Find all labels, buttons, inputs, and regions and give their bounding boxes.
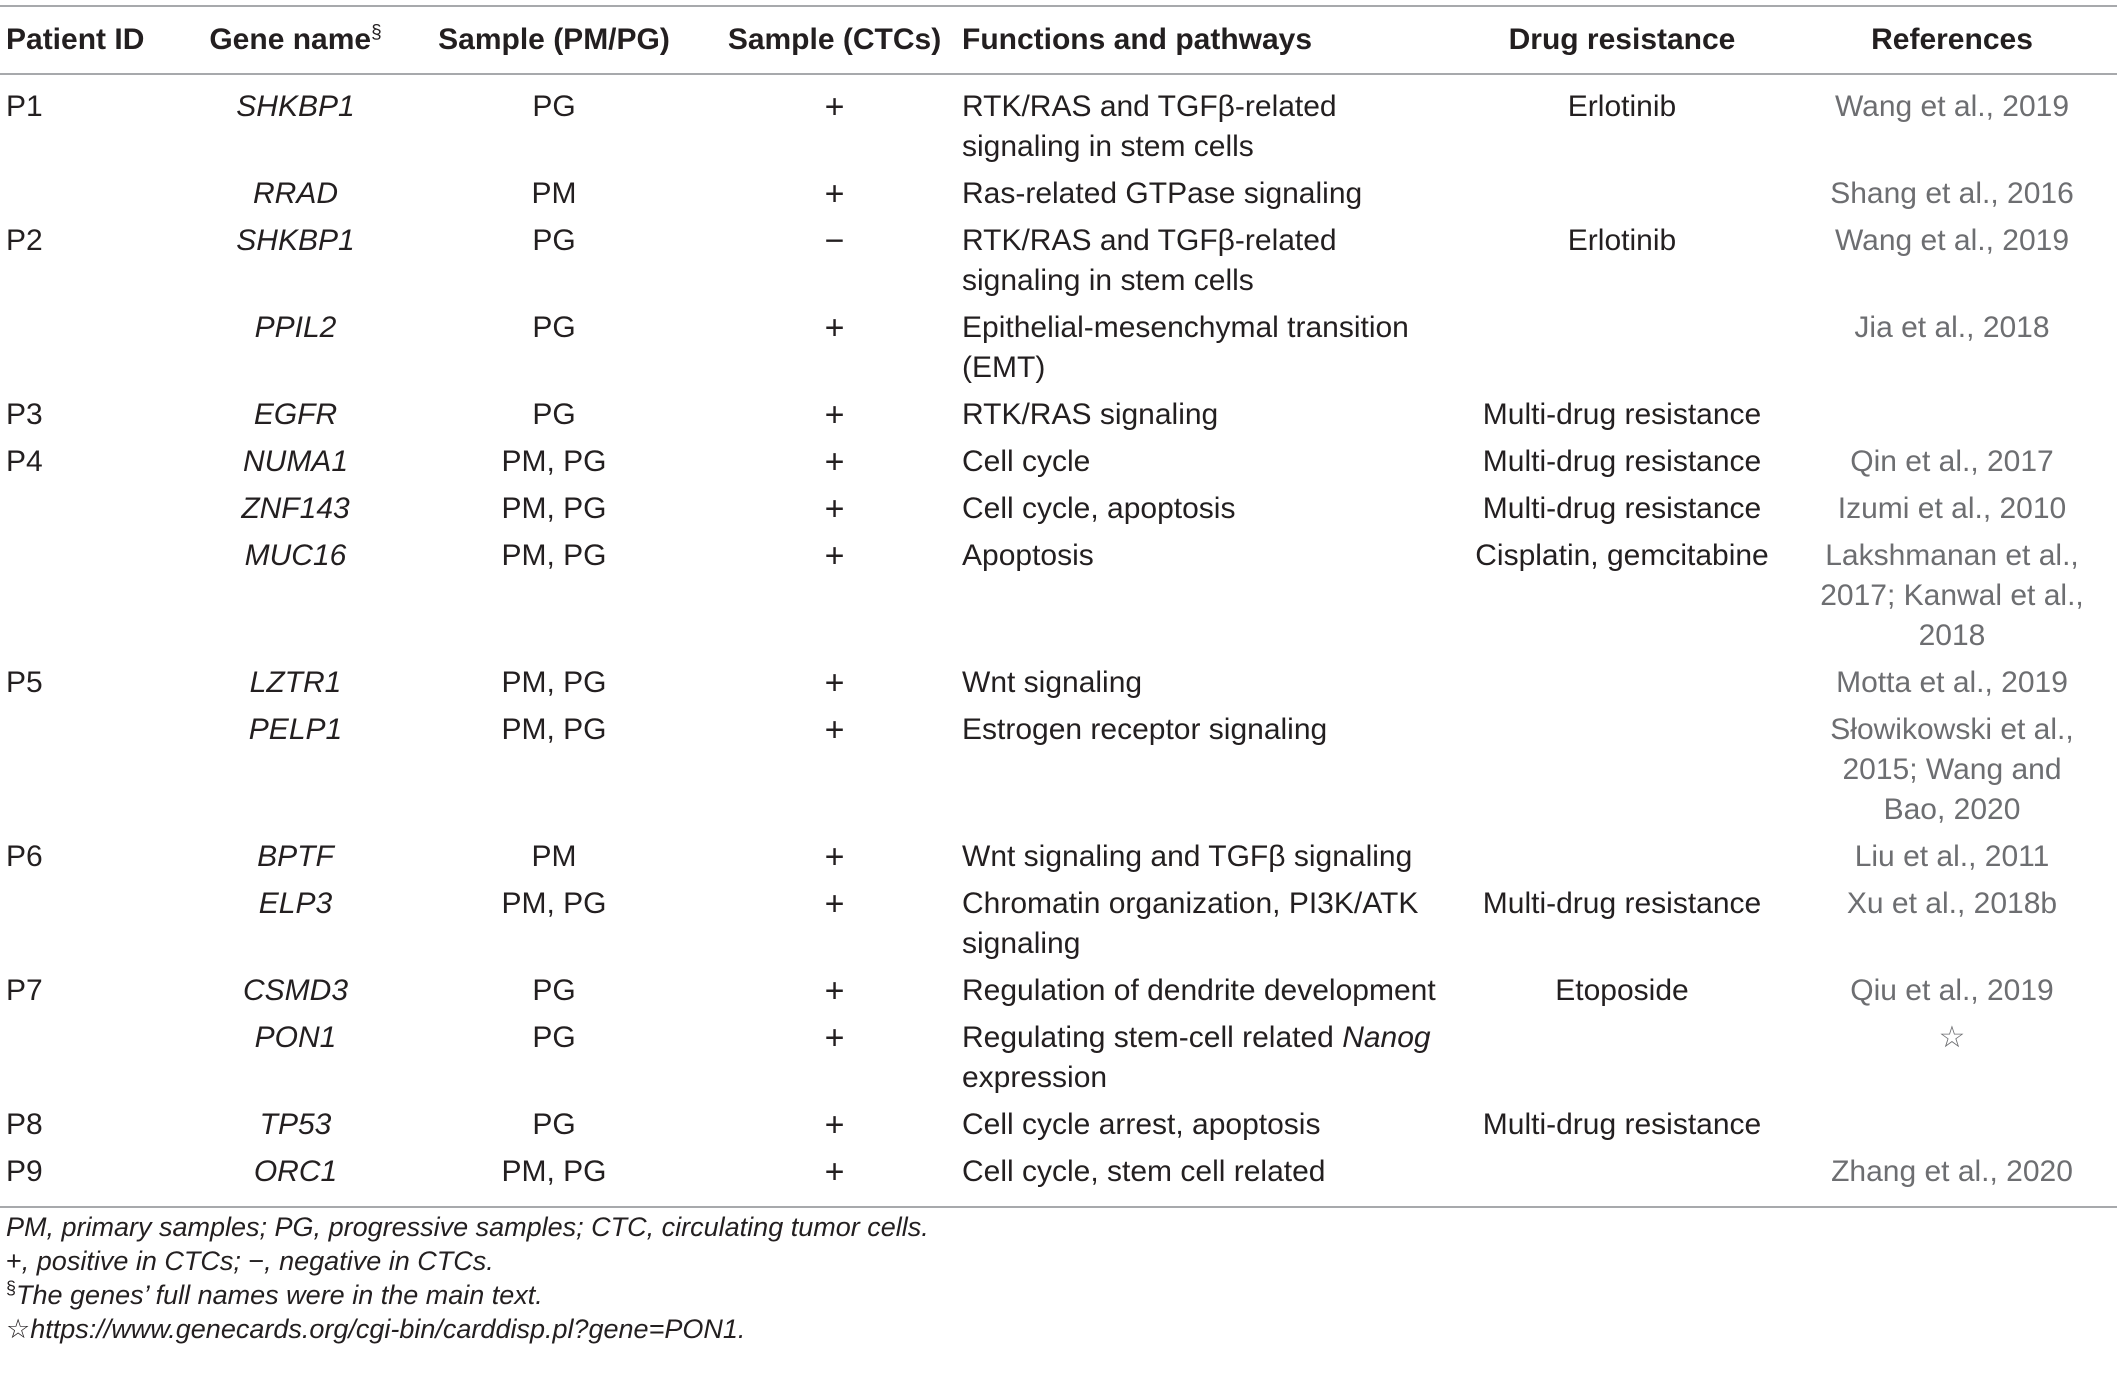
cell-sample-pm-pg: PG <box>532 311 576 344</box>
cell-drug-resistance: Erlotinib <box>1567 224 1677 257</box>
table-row <box>0 529 2117 656</box>
table-row <box>0 167 2117 214</box>
cell-reference[interactable]: ☆ <box>1938 1021 1966 1054</box>
cell-function: RTK/RAS and TGFβ-related signaling in stem cells <box>962 224 1337 297</box>
cell-function: RTK/RAS signaling <box>962 398 1219 431</box>
cell-sample-pm-pg: PG <box>532 224 576 257</box>
cell-drug-resistance <box>1457 167 1787 214</box>
footnote-section-mark: § <box>6 1278 17 1298</box>
cell-function: Wnt signaling and TGFβ signaling <box>962 840 1413 873</box>
cell-gene-name: NUMA1 <box>242 445 348 478</box>
table-row <box>0 1098 2117 1145</box>
cell-sample-ctcs: + <box>824 1019 845 1057</box>
cell-sample-pm-pg: PM, PG <box>501 445 607 478</box>
header-gene-name <box>196 6 395 74</box>
cell-gene-name: PPIL2 <box>254 311 337 344</box>
cell-drug-resistance <box>1457 301 1787 388</box>
cell-drug-resistance: Multi-drug resistance <box>1482 492 1762 525</box>
footnote-signs-text-2: , negative in CTCs. <box>264 1246 494 1276</box>
cell-gene-name: ORC1 <box>196 1145 395 1207</box>
header-references: References <box>1787 6 2117 74</box>
cell-function: Apoptosis <box>962 539 1094 572</box>
cell-patient-id <box>0 877 196 964</box>
cell-gene-name: BPTF <box>257 840 334 873</box>
header-sample-pm-pg: Sample (PM/PG) <box>395 6 713 74</box>
cell-sample-pm-pg: PG <box>532 974 576 1007</box>
table-row <box>0 435 2117 482</box>
cell-sample-ctcs: + <box>824 885 845 923</box>
cell-reference[interactable]: Qiu et al., 2019 <box>1850 974 2054 1007</box>
cell-patient-id: P5 <box>6 666 43 699</box>
table-row <box>0 214 2117 301</box>
cell-reference <box>1787 1098 2117 1145</box>
cell-patient-id: P6 <box>6 840 43 873</box>
cell-gene-name: EGFR <box>253 398 338 431</box>
gene-table <box>0 5 2117 1208</box>
table-row <box>0 482 2117 529</box>
cell-patient-id <box>0 482 196 529</box>
cell-function: Cell cycle, apoptosis <box>962 492 1236 525</box>
footnote-abbreviations: PM, primary samples; PG, progressive samples; CTC, circulating tumor cells. <box>6 1212 929 1242</box>
cell-gene-name: TP53 <box>259 1108 332 1141</box>
cell-reference[interactable]: Jia et al., 2018 <box>1854 311 2050 344</box>
cell-sample-ctcs: + <box>824 664 845 702</box>
cell-drug-resistance: Multi-drug resistance <box>1482 1108 1762 1141</box>
footnote-section-text: The genes’ full names were in the main text. <box>16 1280 543 1310</box>
cell-drug-resistance <box>1457 703 1787 830</box>
cell-sample-pm-pg: PM <box>531 177 577 210</box>
cell-sample-pm-pg: PM, PG <box>395 1145 713 1207</box>
cell-function: Regulating stem-cell related Nanog expression <box>962 1021 1431 1094</box>
cell-sample-pm-pg: PG <box>532 90 576 123</box>
cell-sample-ctcs: + <box>824 309 845 347</box>
cell-gene-name: PELP1 <box>248 713 343 746</box>
cell-patient-id <box>0 301 196 388</box>
cell-drug-resistance <box>1457 830 1787 877</box>
cell-gene-name: RRAD <box>252 177 338 210</box>
header-drug-resistance: Drug resistance <box>1457 6 1787 74</box>
cell-reference[interactable]: Zhang et al., 2020 <box>1787 1145 2117 1207</box>
cell-function: Regulation of dendrite development <box>962 974 1436 1007</box>
cell-function: RTK/RAS and TGFβ-related signaling in stem cells <box>962 90 1337 163</box>
cell-sample-pm-pg: PM, PG <box>501 492 607 525</box>
cell-sample-ctcs: + <box>824 396 845 434</box>
cell-sample-ctcs: − <box>824 222 845 260</box>
cell-function: Cell cycle, stem cell related <box>956 1145 1457 1207</box>
cell-function: Epithelial-mesenchymal transition (EMT) <box>962 311 1409 384</box>
cell-patient-id: P1 <box>6 90 43 123</box>
cell-sample-ctcs: + <box>824 1106 845 1144</box>
header-gene-name-text: Gene name <box>209 23 372 56</box>
cell-gene-name: ZNF143 <box>241 492 350 525</box>
cell-gene-name: SHKBP1 <box>236 224 355 257</box>
cell-reference[interactable]: Qin et al., 2017 <box>1850 445 2054 478</box>
cell-patient-id: P9 <box>0 1145 196 1207</box>
cell-gene-name: ELP3 <box>258 887 333 920</box>
cell-sample-pm-pg: PM, PG <box>501 887 607 920</box>
footnote-minus-sign: − <box>248 1246 265 1276</box>
table-body <box>0 74 2117 1207</box>
table-row <box>0 656 2117 703</box>
cell-reference[interactable]: Słowikowski et al., 2015; Wang and Bao, 2020 <box>1830 713 2074 826</box>
cell-reference[interactable]: Wang et al., 2019 <box>1834 90 2070 123</box>
cell-drug-resistance: Multi-drug resistance <box>1482 445 1762 478</box>
cell-function: Ras-related GTPase signaling <box>962 177 1363 210</box>
footnote-signs-text-1: , positive in CTCs; <box>21 1246 249 1276</box>
cell-reference[interactable]: Lakshmanan et al., 2017; Kanwal et al., 2018 <box>1820 539 2084 652</box>
cell-reference[interactable]: Wang et al., 2019 <box>1834 224 2070 257</box>
cell-gene-name: PON1 <box>254 1021 337 1054</box>
cell-patient-id: P7 <box>6 974 43 1007</box>
table-row <box>0 1011 2117 1098</box>
cell-sample-pm-pg: PG <box>532 1021 576 1054</box>
cell-patient-id: P4 <box>6 445 43 478</box>
cell-sample-pm-pg: PM <box>531 840 577 873</box>
footnote-star <box>6 1312 929 1346</box>
cell-function: Cell cycle arrest, apoptosis <box>962 1108 1321 1141</box>
cell-sample-ctcs: + <box>713 1145 956 1207</box>
cell-function: Cell cycle <box>962 445 1091 478</box>
footnote-signs <box>6 1244 929 1278</box>
header-functions: Functions and pathways <box>956 6 1457 74</box>
cell-sample-ctcs: + <box>824 537 845 575</box>
header-sample-ctcs: Sample (CTCs) <box>713 6 956 74</box>
cell-reference[interactable]: Liu et al., 2011 <box>1854 840 2050 873</box>
cell-gene-name: LZTR1 <box>249 666 342 699</box>
cell-sample-ctcs: + <box>824 838 845 876</box>
cell-gene-name: MUC16 <box>244 539 347 572</box>
footnote-star-link[interactable]: https://www.genecards.org/cgi-bin/carddisp.pl?gene=PON1. <box>30 1314 746 1344</box>
cell-drug-resistance: Cisplatin, gemcitabine <box>1475 539 1769 572</box>
table-row <box>0 1145 2117 1207</box>
cell-reference <box>1787 388 2117 435</box>
cell-function: Estrogen receptor signaling <box>962 713 1328 746</box>
cell-sample-ctcs: + <box>824 175 845 213</box>
cell-patient-id: P8 <box>6 1108 43 1141</box>
header-patient-id: Patient ID <box>0 6 196 74</box>
cell-gene-name: SHKBP1 <box>236 90 355 123</box>
cell-reference[interactable]: Izumi et al., 2010 <box>1837 492 2067 525</box>
table-row <box>0 964 2117 1011</box>
cell-sample-pm-pg: PM, PG <box>501 539 607 572</box>
table-header-row <box>0 6 2117 74</box>
star-icon: ☆ <box>6 1314 31 1344</box>
cell-patient-id <box>0 167 196 214</box>
cell-drug-resistance: Multi-drug resistance <box>1482 398 1762 431</box>
cell-patient-id <box>0 703 196 830</box>
cell-reference[interactable]: Motta et al., 2019 <box>1836 666 2068 699</box>
table-row <box>0 877 2117 964</box>
cell-sample-pm-pg: PM, PG <box>501 713 607 746</box>
table-row <box>0 74 2117 167</box>
cell-sample-ctcs: + <box>824 443 845 481</box>
table-row <box>0 830 2117 877</box>
cell-sample-ctcs: + <box>824 972 845 1010</box>
cell-drug-resistance: Etoposide <box>1555 974 1689 1007</box>
table-footnotes <box>6 1210 929 1346</box>
cell-reference[interactable]: Shang et al., 2016 <box>1830 177 2074 210</box>
cell-sample-pm-pg: PG <box>532 1108 576 1141</box>
header-gene-name-mark: § <box>371 22 382 43</box>
table-row <box>0 388 2117 435</box>
cell-gene-name: CSMD3 <box>242 974 348 1007</box>
cell-patient-id: P2 <box>6 224 43 257</box>
cell-function: Chromatin organization, PI3K/ATK signaling <box>962 887 1419 960</box>
cell-drug-resistance <box>1457 1011 1787 1098</box>
cell-patient-id <box>0 529 196 656</box>
cell-patient-id <box>0 1011 196 1098</box>
cell-sample-ctcs: + <box>824 88 845 126</box>
table-row <box>0 703 2117 830</box>
table-row <box>0 301 2117 388</box>
cell-sample-pm-pg: PM, PG <box>501 666 607 699</box>
footnote-plus-sign: + <box>6 1246 22 1276</box>
footnote-section <box>6 1278 929 1312</box>
cell-sample-pm-pg: PG <box>532 398 576 431</box>
cell-drug-resistance: Erlotinib <box>1567 90 1677 123</box>
cell-patient-id: P3 <box>6 398 43 431</box>
cell-sample-ctcs: + <box>824 711 845 749</box>
cell-drug-resistance: Multi-drug resistance <box>1482 887 1762 920</box>
cell-drug-resistance <box>1457 656 1787 703</box>
cell-sample-ctcs: + <box>824 490 845 528</box>
cell-function: Wnt signaling <box>962 666 1143 699</box>
cell-drug-resistance <box>1457 1145 1787 1207</box>
cell-reference[interactable]: Xu et al., 2018b <box>1846 887 2058 920</box>
